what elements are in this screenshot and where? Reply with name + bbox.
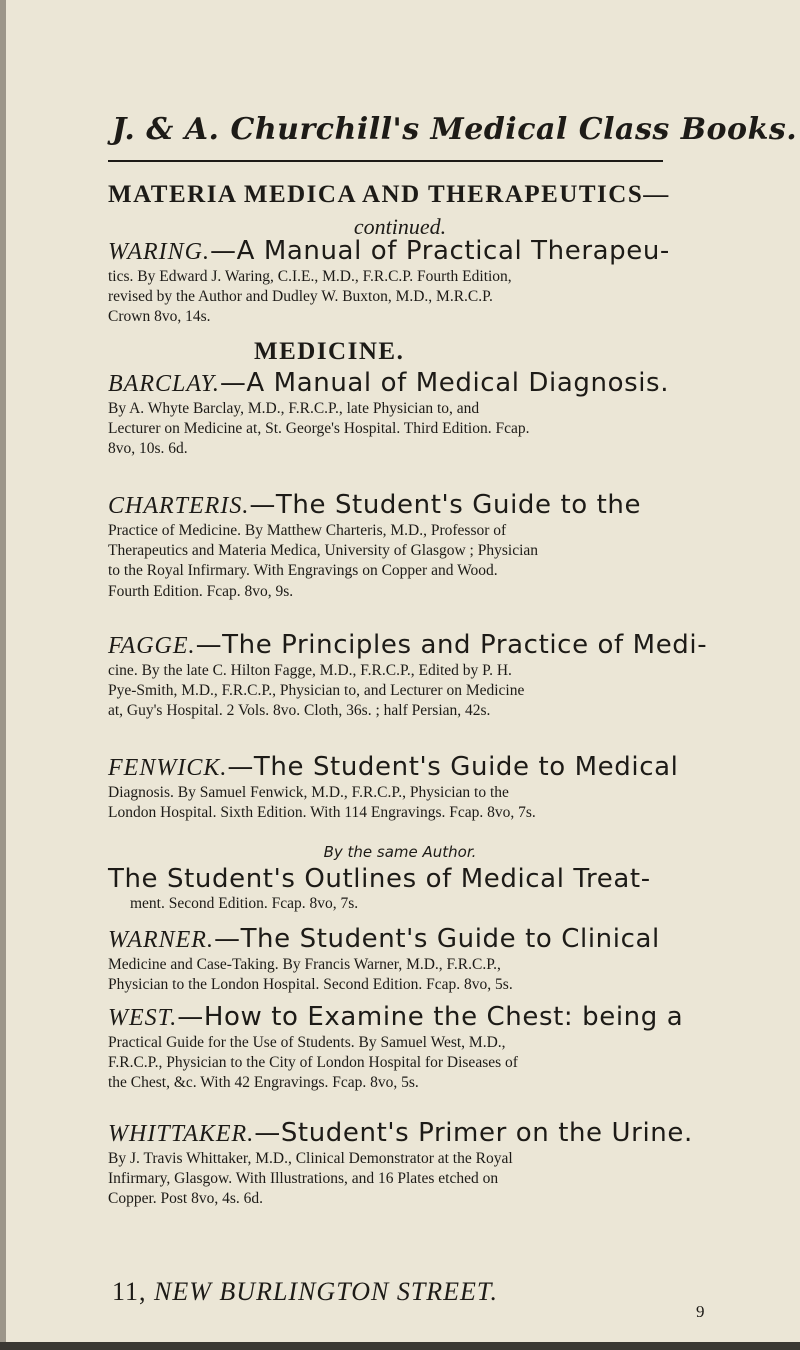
entry-line: tics. By Edward J. Waring, C.I.E., M.D., F.R.C.P. Fourth Edition,: [108, 268, 512, 285]
entry-description: [108, 399, 768, 460]
entry-title: —The Principles and Practice of Medi-: [195, 630, 708, 660]
entry-line: Practical Guide for the Use of Students. By Samuel West, M.D.,: [108, 1034, 506, 1051]
address-street: NEW BURLINGTON STREET.: [154, 1277, 498, 1306]
entry-title: —A Manual of Practical Therapeu-: [209, 236, 670, 266]
entry-author: CHARTERIS.: [108, 493, 250, 519]
entry-heading: [108, 924, 768, 955]
by-same-author-note: By the same Author.: [323, 843, 477, 861]
entry-title: The Student's Outlines of Medical Treat-: [108, 864, 651, 894]
book-entry-fagge: [108, 630, 768, 722]
entry-line: the Chest, &c. With 42 Engravings. Fcap. 8vo, 5s.: [108, 1074, 419, 1092]
book-entry-fenwick: [108, 752, 768, 823]
entry-heading: [108, 368, 768, 399]
entry-title: —How to Examine the Chest: being a: [177, 1002, 684, 1032]
page-spine-shadow: [0, 0, 6, 1350]
page-header: J. & A. Churchill's Medical Class Books.: [112, 112, 798, 147]
entry-author: WHITTAKER.: [108, 1121, 255, 1147]
book-entry-fenwick-outlines: [108, 864, 768, 914]
entry-line: Practice of Medicine. By Matthew Charteris, M.D., Professor of: [108, 522, 507, 539]
book-entry-west: [108, 1002, 768, 1094]
entry-heading: [108, 236, 768, 267]
entry-heading: [108, 752, 768, 783]
address-number: 11,: [112, 1277, 147, 1306]
entry-description: [130, 894, 768, 914]
entry-description: [108, 1149, 768, 1210]
entry-line: 8vo, 10s. 6d.: [108, 440, 188, 458]
entry-description: [108, 521, 768, 602]
entry-description: [108, 267, 768, 328]
entry-line: Therapeutics and Materia Medica, University of Glasgow ; Physician: [108, 542, 539, 560]
entry-description: [108, 1033, 768, 1094]
entry-heading: [108, 630, 768, 661]
entry-description: [108, 661, 768, 722]
header-rule: [108, 160, 663, 162]
entry-line: Fourth Edition. Fcap. 8vo, 9s.: [108, 582, 294, 600]
entry-heading: [108, 490, 768, 521]
entry-description: [108, 783, 768, 823]
entry-line: revised by the Author and Dudley W. Buxton, M.D., M.R.C.P.: [108, 288, 493, 306]
book-entry-charteris: [108, 490, 768, 602]
entry-line: Pye-Smith, M.D., F.R.C.P., Physician to, and Lecturer on Medicine: [108, 682, 525, 700]
publisher-address: [112, 1277, 498, 1307]
book-entry-whittaker: [108, 1118, 768, 1210]
entry-heading: [108, 1002, 768, 1033]
entry-author: WARING.: [108, 239, 210, 265]
entry-author: WEST.: [108, 1005, 178, 1031]
entry-line: Medicine and Case-Taking. By Francis Warner, M.D., F.R.C.P.,: [108, 956, 501, 973]
page-bottom-edge: [0, 1342, 800, 1350]
section-heading-materia-medica: MATERIA MEDICA AND THERAPEUTICS—: [108, 181, 670, 208]
entry-line: Diagnosis. By Samuel Fenwick, M.D., F.R.C.P., Physician to the: [108, 784, 509, 801]
entry-description: [108, 955, 768, 995]
entry-line: Physician to the London Hospital. Second Edition. Fcap. 8vo, 5s.: [108, 976, 513, 994]
entry-line: to the Royal Infirmary. With Engravings on Copper and Wood.: [108, 562, 498, 580]
entry-line: at, Guy's Hospital. 2 Vols. 8vo. Cloth, 36s. ; half Persian, 42s.: [108, 702, 491, 720]
entry-line: Crown 8vo, 14s.: [108, 308, 211, 326]
entry-line: Infirmary, Glasgow. With Illustrations, and 16 Plates etched on: [108, 1170, 499, 1188]
book-entry-barclay: [108, 368, 768, 460]
entry-author: FAGGE.: [108, 633, 196, 659]
entry-heading: [108, 864, 768, 894]
entry-title: —The Student's Guide to the: [249, 490, 642, 520]
entry-title: —The Student's Guide to Clinical: [213, 924, 660, 954]
entry-author: WARNER.: [108, 927, 214, 953]
entry-line: London Hospital. Sixth Edition. With 114 Engravings. Fcap. 8vo, 7s.: [108, 804, 536, 822]
entry-line: ment. Second Edition. Fcap. 8vo, 7s.: [130, 895, 359, 912]
entry-heading: [108, 1118, 768, 1149]
section-heading-medicine: MEDICINE.: [254, 338, 405, 365]
book-entry-warner: [108, 924, 768, 995]
entry-author: FENWICK.: [108, 755, 228, 781]
entry-line: By J. Travis Whittaker, M.D., Clinical Demonstrator at the Royal: [108, 1150, 513, 1167]
entry-title: —The Student's Guide to Medical: [227, 752, 679, 782]
entry-line: By A. Whyte Barclay, M.D., F.R.C.P., late Physician to, and: [108, 400, 480, 417]
entry-line: F.R.C.P., Physician to the City of London Hospital for Diseases of: [108, 1054, 518, 1072]
entry-author: BARCLAY.: [108, 371, 220, 397]
entry-line: Lecturer on Medicine at, St. George's Hospital. Third Edition. Fcap.: [108, 420, 530, 438]
entry-line: cine. By the late C. Hilton Fagge, M.D., F.R.C.P., Edited by P. H.: [108, 662, 512, 679]
entry-line: Copper. Post 8vo, 4s. 6d.: [108, 1190, 264, 1208]
section-continued-note: continued.: [353, 214, 447, 239]
entry-title: —A Manual of Medical Diagnosis.: [219, 368, 670, 398]
page-number: 9: [696, 1302, 705, 1321]
entry-title: —Student's Primer on the Urine.: [254, 1118, 693, 1148]
book-entry-waring: [108, 236, 768, 328]
